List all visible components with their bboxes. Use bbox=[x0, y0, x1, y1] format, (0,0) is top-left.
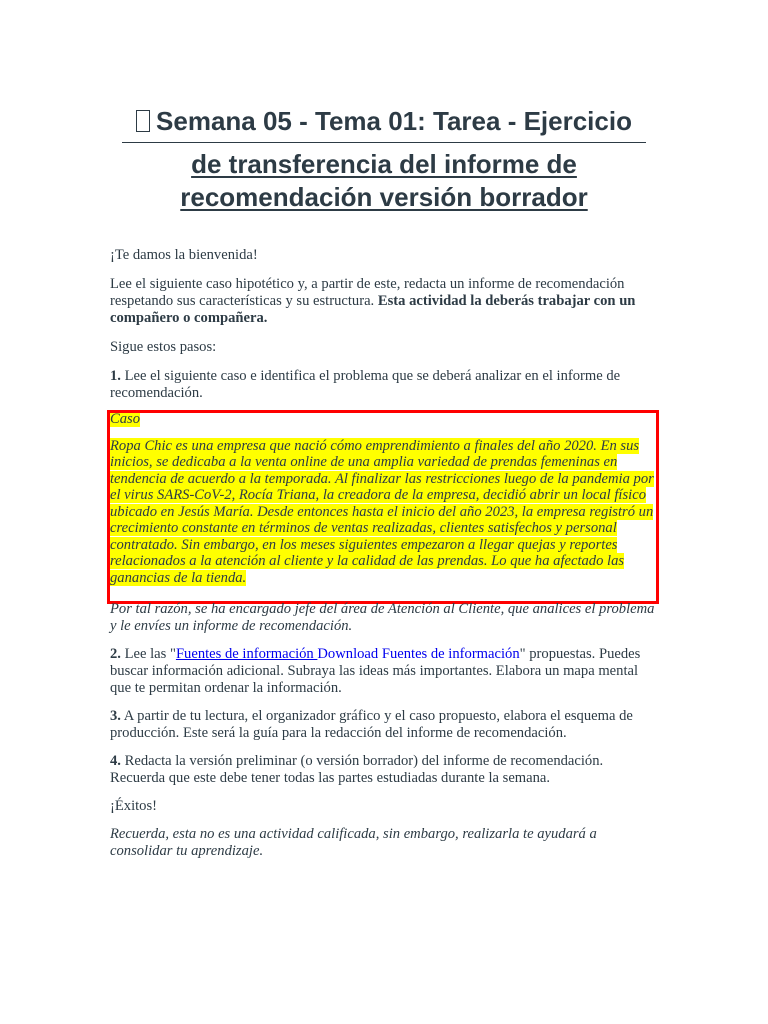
caso-label: Caso bbox=[110, 411, 141, 427]
closing-note: Recuerda, esta no es una actividad calificada, sin embargo, realizarla te ayudará a consolidar tu aprendizaje. bbox=[110, 826, 597, 859]
step-2 bbox=[110, 646, 660, 697]
caso-section bbox=[110, 411, 658, 596]
title-line-2: de transferencia del informe de bbox=[191, 149, 577, 179]
fuentes-link[interactable]: Fuentes de información bbox=[175, 646, 318, 662]
caso-text: Ropa Chic es una empresa que nació cómo emprendimiento a finales del año 2020. En sus inicios, se dedicaba a la venta online de una amplia variedad de prendas femeninas en tendencia de acuerdo a la temporada. Al finalizar las restricciones luego de la pandemia por el virus SARS-CoV-2, Rocía Triana, la creadora de la empresa, decidió abrir un local físico ubicado en Jesús María. Desde entonces hasta el inicio del año 2023, la empresa registró un crecimiento constante en términos de ventas realizadas, clientes satisfechos y personal contratado. Sin embargo, en los meses siguientes empezaron a llegar quejas y reportes relacionados a la atención al cliente y la calidad de las prendas. Lo que ha afectado las ganancias de la tienda. bbox=[110, 437, 654, 586]
intro-paragraph bbox=[110, 276, 660, 327]
step-2-text-b: " propuestas. Puedes buscar información adicional. Subraya las ideas más importantes. Elabora un mapa mental que te permitan ordenar la información. bbox=[110, 646, 641, 696]
step-4 bbox=[110, 753, 660, 787]
step-4-text: Redacta la versión preliminar (o versión borrador) del informe de recomendación. Recuerda que este debe tener todas las partes estudiadas durante la semana. bbox=[110, 753, 604, 786]
intro-paragraph-bold: Esta actividad la deberás trabajar con un compañero o compañera. bbox=[110, 293, 636, 326]
title-line-1-text: Semana 05 - Tema 01: Tarea - Ejercicio bbox=[156, 106, 632, 136]
step-3 bbox=[110, 708, 660, 742]
title-line-1 bbox=[100, 104, 668, 140]
success-text: ¡Éxitos! bbox=[110, 798, 158, 814]
caso-paragraph bbox=[110, 438, 658, 587]
title-divider bbox=[122, 142, 646, 143]
missing-glyph-icon bbox=[136, 110, 150, 132]
steps-intro: Sigue estos pasos: bbox=[110, 339, 217, 355]
caso-label-row bbox=[110, 411, 658, 428]
title-line-3: recomendación versión borrador bbox=[180, 182, 588, 212]
step-3-text: A partir de tu lectura, el organizador gráfico y el caso propuesto, elabora el esquema de producción. Este será la guía para la redacción del informe de recomendación. bbox=[110, 708, 633, 741]
intro-paragraph-text: Lee el siguiente caso hipotético y, a partir de este, redacta un informe de recomendación respetando sus características y su estructura. bbox=[110, 276, 625, 309]
steps-section bbox=[110, 601, 660, 871]
step-1 bbox=[110, 368, 660, 402]
step-2-number: 2. bbox=[110, 646, 121, 662]
step-2-text-a: Lee las " bbox=[120, 646, 176, 662]
step-4-number: 4. bbox=[110, 753, 121, 769]
step-1-text: Lee el siguiente caso e identifica el problema que se deberá analizar en el informe de recomendación. bbox=[110, 368, 621, 401]
intro-section bbox=[110, 247, 660, 414]
download-fuentes-link[interactable]: Download Fuentes de información bbox=[317, 646, 520, 662]
step-3-number: 3. bbox=[110, 708, 121, 724]
caso-conclusion: Por tal razón, se ha encargado jefe del área de Atención al Cliente, que analices el problema y le envíes un informe de recomendación. bbox=[110, 601, 655, 634]
page-title bbox=[100, 104, 668, 213]
step-1-number: 1. bbox=[110, 368, 121, 384]
welcome-text: ¡Te damos la bienvenida! bbox=[110, 247, 258, 263]
